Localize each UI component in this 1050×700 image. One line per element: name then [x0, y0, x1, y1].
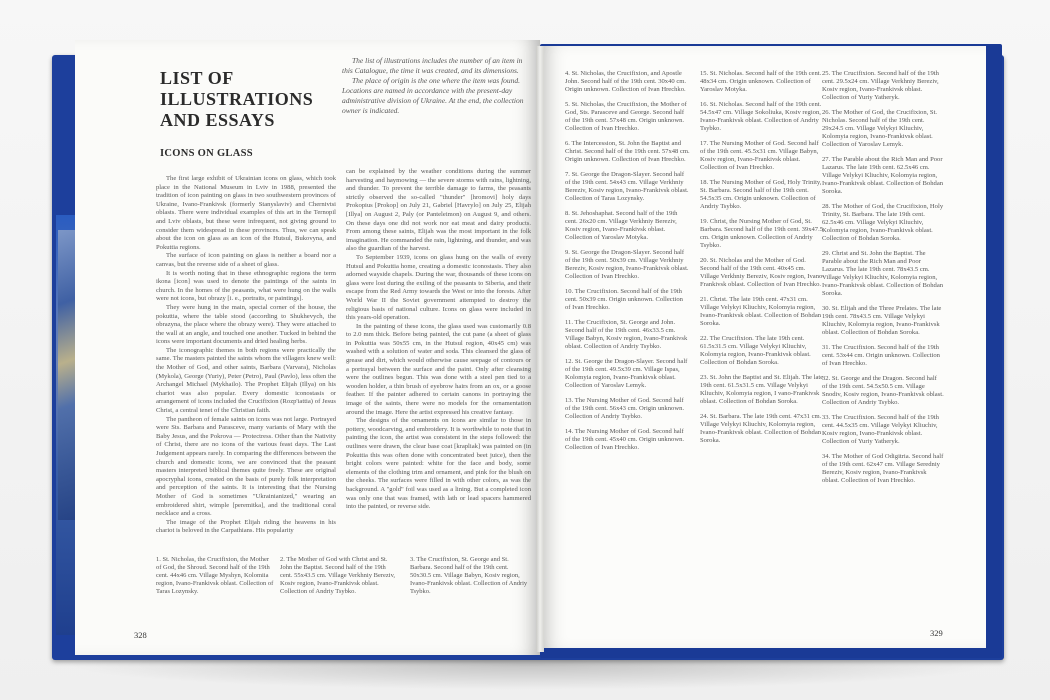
caption-entry: 9. St. George the Dragon-Slayer. Second half of the 19th cent. 50x39 cm. Village Verkhniy Bereziv, Kosiv region, Ivano-Frankivsk oblast. Collection of Ivan Hrechko. [565, 249, 689, 280]
caption-entry: 24. St. Barbara. The late 19th cent. 47x31 cm. Village Velykyi Kliuchiv, Kolomyia region, Ivano-Frankivsk oblast. Collection of Bohdan Soroka. [700, 413, 822, 444]
caption-entry: 20. St. Nicholas and the Mother of God. Second half of the 19th cent. 40x45 cm. Village Verkhniy Bereziv, Kosiv region, Ivano-Frankivsk oblast. Collection of Ivan Hrechko. [700, 257, 825, 288]
section-heading: ICONS ON GLASS [160, 148, 253, 159]
caption-entry: 18. The Nursing Mother of God, Holy Trinity, St. Barbara. Second half of the 19th cent. 54.5x35 cm. Origin unknown. Collection of Andriy Tsybko. [700, 179, 822, 210]
caption-entry: 25. The Crucifixion. Second half of the 19th cent. 29.5x24 cm. Village Verkhniy Bereziv, Kosiv region, Ivano-Frankivsk oblast. Collection of Yuriy Yatheryk. [822, 70, 939, 101]
intro-paragraph: The list of illustrations includes the number of an item in this Catalogue, the time it was created, and its dimensions. [342, 56, 523, 75]
essay-paragraph: The designs of the ornaments on icons are similar to those in pottery, woodcarving, and embroidery. It is worthwhile to note that in painting the icon, the artist was consistent in the steps followed: the outlines were drawn, the clear base coat [krapliak] was painted on (in Pokuttia this was often done with concentrated beet juice), then the bright colors were painted: white for the face and body, some elements of the clothing trim and ornament, and pink for the blush on the cheeks. The surfaces were filled in with other colors, as was the background. A "gold" foil was used as a lining. But a completed icon was only one that was framed, with lath or lead spacers hammered into the painted, or reverse side. [346, 417, 531, 511]
caption-entry: 29. Christ and St. John the Baptist. The Parable about the Rich Man and Poor Lazarus. The late 19th cent. 78x43.5 cm. Village Velykyi Kliuchiv, Kolomyia region, Ivano-Frankivsk oblast. Collection of Bohdan Soroka. [822, 250, 944, 297]
essay-column-1 [156, 175, 336, 547]
caption-entry: 8. St. Jehoshaphat. Second half of the 19th cent. 26x20 cm. Village Verkhniy Bereziv, Kosiv region, Ivano-Frankivsk oblast. Collection of Yaroslav Motyka. [565, 210, 678, 241]
essay-paragraph: The image of the Prophet Elijah riding the heavens in his chariot is beloved in the Carpathians. His popularity [156, 518, 336, 535]
caption-entry: 7. St. George the Dragon-Slayer. Second half of the 19th cent. 54x43 cm. Village Verkhniy Bereziv, Kosiv region, Ivano-Frankivsk oblast. Collection of Taras Lozynsky. [565, 171, 689, 202]
book-gutter [536, 46, 544, 652]
essay-paragraph: The pantheon of female saints on icons was not large. Portrayed were Sts. Barbara and Parasceve, many variants of Mary with the Baby Jesus, and the Pokrova — Protectress. Other than the Nativity of Christ, there are no icons of the various feast days. The Last Judgement appears rarely. In comparing the differences between the church and domestic icons, we are convinced that the peasant masters interpreted biblical themes quite freely. These are original apocryphal icons, created on the basis of purely folk interpretation and perception of the saints. It is interesting that the Nursing Mother of God is sometimes "Ukrainianized," wearing an embroidered shirt, wimple [peremitka], and the traditional coral necklace and a cross. [156, 415, 336, 518]
illustration-caption: 1. St. Nicholas, the Crucifixion, the Mother of God, the Shroud. Second half of the 19th cent. 44x46 cm. Village Myshyn, Kolomiia region, Ivano-Frankivsk oblast. Collection of Taras Lozynsky. [156, 556, 274, 596]
caption-entry: 28. The Mother of God, the Crucifixion, Holy Trinity, St. Barbara. The late 19th cent. 62.5x46 cm. Village Velykyi Kliuchiv, Kolomyia region, Ivano-Frankivsk oblast. Collection of Bohdan Soroka. [822, 203, 944, 242]
page-number-left: 328 [134, 630, 147, 640]
essay-paragraph: They were hung in the main, special corner of the house, the pokuttia, where the table stood (according to Shukhevych, the obrazyna, the place where the obrazy were). They were attached to the wall at an angle, and touched one another. Tucked in behind the icons were important documents and dried healing herbs. [156, 303, 336, 346]
caption-entry: 10. The Crucifixion. Second half of the 19th cent. 50x39 cm. Origin unknown. Collection of Ivan Hrechko. [565, 288, 683, 311]
caption-entry: 14. The Nursing Mother of God. Second half of the 19th cent. 45x40 cm. Origin unknown. Collection of Ivan Hrechko. [565, 428, 685, 451]
caption-entry: 31. The Crucifixion. Second half of the 19th cent. 53x44 cm. Origin unknown. Collection of Ivan Hrechko. [822, 344, 940, 367]
illustration-caption: 2. The Mother of God with Christ and St. John the Baptist. Second half of the 19th cent. 55x43.5 cm. Village Verkhniy Bereziv, Kosiv region, Ivano-Frankivsk oblast. Collection of Andriy Tsybko. [280, 556, 396, 596]
caption-entry: 6. The Intercession, St. John the Baptist and Christ. Second half of the 19th cent. 57x48 cm. Origin unknown. Collection of Ivan Hrechko. [565, 140, 690, 163]
caption-entry: 11. The Crucifixion, St. George and John. Second half of the 19th cent. 46x33.5 cm. Village Babyn, Kosiv region, Ivano-Frankivsk oblast. Collection of Andriy Tsybko. [565, 319, 688, 350]
essay-paragraph: In the painting of these icons, the glass used was customarily 0.8 to 2.0 mm thick. Before being painted, the cut pane (a sheet of glass in Pokuttia was 50x55 cm, in the Hutsul region, 40x45 cm) was washed with a solution of water and soda. This cleansed the glass of grease and dirt, which would otherwise cause seepage of contours or a portrayal between the surface and the paint. Only after cleansing were the outlines begun. This was done with a steel pen tied to a wooden holder, a thin brush of eyebrow hairs from an ox, or a goose feather. If the painter adhered to certain canons in portraying the image of the saints, there were no models for the ornamentation around the image. Here the artist expressed his creative fantasy. [346, 322, 531, 416]
essay-paragraph: To September 1939, icons on glass hung on the walls of every Hutsul and Pokuttia home, creating a domestic iconostasis. They also adorned wayside chapels. During the war, thousands of these icons on glass were lost during the exiling of the peasants to Siberia, and their escape from the Red Army towards the West or into the forests. After World War II the Soviet government attempted to destroy the religious basis of national culture. Icons on glass were included in this years-old operation. [346, 253, 531, 322]
caption-entry: 12. St. George the Dragon-Slayer. Second half of the 19th cent. 49.5x39 cm. Village Ispas, Kolomyia region, Ivano-Frankivsk oblast. Collection of Yaroslav Lemyk. [565, 358, 688, 389]
page-title: LIST OF ILLUSTRATIONS AND ESSAYS [160, 68, 314, 130]
caption-entry: 26. The Mother of God, the Crucifixion, St. Nicholas. Second half of the 19th cent. 29x24.5 cm. Village Velykyi Kliuchiv, Kolomyia region, Ivano-Frankivsk oblast. Collection of Yaroslav Lemyk. [822, 109, 938, 148]
caption-entry: 15. St. Nicholas. Second half of the 19th cent. 48x34 cm. Origin unknown. Collection of Yaroslav Motyka. [700, 70, 822, 93]
caption-column-2 [700, 70, 825, 452]
caption-column-3 [822, 70, 944, 492]
essay-paragraph: can be explained by the weather conditions during the summer harvesting and haymowing — the severe storms with rains, lightning, and thunder. To prevent the terrible damage to farms, the peasants strictly observed the so-called "thunder" [hromovi] holy days Prokopius [Prokop] on July 21, Gabriel [Havrylo] on July 25, Elijah [Illya] on August 2, Paly (or Panteleimon) on August 9, and others. On these days one did not work nor eat meat and dairy products. From among these saints, Elijah was the most important in the folk imagination. He commanded the rain, lightning, and thunder, and was also the guardian of the harvest. [346, 168, 531, 253]
caption-entry: 32. St. George and the Dragon. Second half of the 19th cent. 54.5x50.5 cm. Village Snodiv, Kosiv region, Ivano-Frankivsk oblast. Collection of Andriy Tsybko. [822, 375, 944, 406]
caption-entry: 17. The Nursing Mother of God. Second half of the 19th cent. 45.5x31 cm. Village Babyn, Kosiv region, Ivano-Frankivsk oblast. Collection of Ivan Hrechko. [700, 140, 819, 171]
essay-paragraph: It is worth noting that in these ethnographic regions the term ikona [icon] was used to denote the paintings of the saints in church. In the homes of the peasants, what were hung on the walls were not icons, but obrazy [i. e., portraits, or paintings]. [156, 269, 336, 303]
caption-entry: 30. St. Elijah and the Three Prelates. The late 19th cent. 78x43.5 cm. Village Velykyi Kliuchiv, Kolomyia region, Ivano-Frankivsk oblast. Collection of Bohdan Soroka. [822, 305, 942, 336]
intro-paragraph: The place of origin is the one where the item was found. Locations are named in accordance with the present-day administrative division of Ukraine. At the end, the collection owner is indicated. [342, 76, 524, 115]
caption-entry: 4. St. Nicholas, the Crucifixion, and Apostle John. Second half of the 19th cent. 30x40 cm. Origin unknown. Collection of Ivan Hrechko. [565, 70, 687, 93]
intro-note [342, 56, 530, 116]
caption-entry: 33. The Crucifixion. Second half of the 19th cent. 44.5x35 cm. Village Velykyi Kliuchiv, Kosiv region, Ivano-Frankivsk oblast. Collection of Yuriy Yatheryk. [822, 414, 939, 445]
caption-entry: 22. The Crucifixion. The late 19th cent. 61.5x31.5 cm. Village Velykyi Kliuchiv, Kolomyia region, Ivano-Frankivsk oblast. Collection of Bohdan Soroka. [700, 335, 811, 366]
caption-column-1 [565, 70, 690, 459]
caption-entry: 21. Christ. The late 19th cent. 47x31 cm. Village Velykyi Kliuchiv, Kolomyia region, Ivano-Frankivsk oblast. Collection of Bohdan Soroka. [700, 296, 822, 327]
illustration-caption: 3. The Crucifixion, St. George and St. Barbara. Second half of the 19th cent. 50x30.5 cm. Village Babyn, Kosiv region, Ivano-Frankivsk oblast. Collection of Andriy Tsybko. [410, 556, 528, 596]
essay-column-2 [346, 168, 531, 548]
essay-paragraph: The iconographic themes in both regions were practically the same. The masters painted the saints whom the villagers knew well: the Mother of God, and other saints, Barbara (Varvara), Nicholas (Mykola), George (Yuriy), Peter (Petro), Paul (Pavlo), less often the Archangel Michael (Mykhailo). The Prophet Elijah (Illya) on his chariot was also popular. Every domestic iconostasis or arrangement of icons included the Crucifixion (Rozp'iattia) of Jesus Christ, a central tenet of the Christian faith. [156, 346, 336, 415]
essay-paragraph: The first large exhibit of Ukrainian icons on glass, which took place in the National Museum in Lviv in 1988, presented the tradition of icon painting on glass in two southwestern provinces of Ukraine, Ivano-Frankivsk (formerly Stanyslaviv) and Chernivtsi oblasts. There were individual examples of this art in the Ternopil and Lviv oblasts, but these were infrequent, not giving ground to consider them widespread in these provinces. Thus, we can speak about the icon on glass as an icon of the Hutsul, Bukovyna, and Pokuttia regions. [156, 175, 336, 251]
caption-entry: 19. Christ, the Nursing Mother of God, St. Barbara. Second half of the 19th cent. 39x47.5 cm. Origin unknown. Collection of Andriy Tsybko. [700, 218, 824, 249]
caption-entry: 27. The Parable about the Rich Man and Poor Lazarus. The late 19th cent. 62.5x46 cm. Village Velykyi Kliuchiv, Kolomyia region, Ivano-Frankivsk oblast. Collection of Bohdan Soroka. [822, 156, 944, 195]
caption-entry: 16. St. Nicholas. Second half of the 19th cent. 54.5x47 cm. Village Sokoliuka, Kosiv region, Ivano-Frankivsk oblast. Collection of Andriy Tsybko. [700, 101, 822, 132]
essay-paragraph: The surface of icon painting on glass is neither a board nor a canvas, but the reverse side of a sheet of glass. [156, 252, 336, 268]
caption-entry: 13. The Nursing Mother of God. Second half of the 19th cent. 56x43 cm. Origin unknown. Collection of Andriy Tsybko. [565, 397, 685, 420]
caption-entry: 5. St. Nicholas, the Crucifixion, the Mother of God, Sts. Parasceve and George. Second half of the 19th cent. 57x48 cm. Origin unknown. Collection of Ivan Hrechko. [565, 101, 687, 132]
page-number-right: 329 [930, 628, 943, 638]
caption-entry: 23. St. John the Baptist and St. Elijah. The late 19th cent. 61.5x31.5 cm. Village Velykyi Kliuchiv, Kolomyia region, I vano-Frankivsk oblast. Collection of Bohdan Soroka. [700, 374, 824, 405]
caption-entry: 34. The Mother of God Odigitria. Second half of the 19th cent. 62x47 cm. Village Seredniy Bereziv, Kosiv region, Ivano-Frankivsk oblast. Collection of Ivan Hrechko. [822, 453, 944, 484]
